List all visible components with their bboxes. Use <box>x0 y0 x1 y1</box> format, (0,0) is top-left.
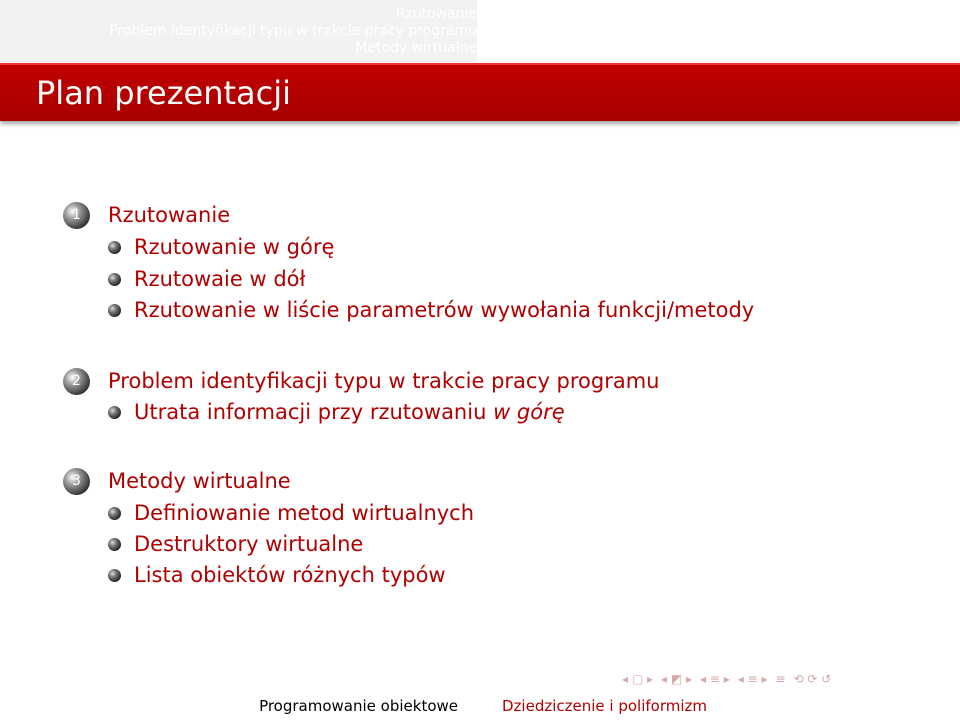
presentation-nav-icon[interactable]: ◂ ≡ ▸ <box>737 672 768 686</box>
section-nav-icon[interactable]: ◂ ≡ ▸ <box>700 672 730 686</box>
search-back-forward-icon[interactable]: ⟲ ⟳ ↺ <box>793 672 832 686</box>
toc-subsection[interactable] <box>108 265 305 293</box>
beamer-navigation-symbols <box>622 669 954 689</box>
subsection-title: Lista obiektów różnych typów <box>134 563 446 587</box>
subsection-nav-icon[interactable]: ◂ ◩ ▸ <box>661 672 693 686</box>
ball-bullet-icon <box>108 241 121 254</box>
subsection-title: Rzutowaie w dół <box>134 267 306 291</box>
appendix-nav-icon[interactable]: ≡ <box>775 672 786 686</box>
toc-section[interactable] <box>63 367 660 395</box>
toc-subsection[interactable] <box>108 398 565 426</box>
toc-subsection[interactable] <box>108 296 754 324</box>
nav-section-link[interactable]: Metody wirtualne <box>355 40 477 56</box>
subsection-title: Utrata informacji przy rzutowaniu w górę <box>134 400 565 424</box>
frame-title: Plan prezentacji <box>36 74 291 112</box>
subsection-title: Definiowanie metod wirtualnych <box>134 501 475 525</box>
ball-bullet-icon <box>108 507 121 520</box>
toc-subsection[interactable] <box>108 233 334 261</box>
toc-section[interactable] <box>63 201 230 229</box>
section-number-ball: 1 <box>63 202 90 229</box>
ball-bullet-icon <box>108 406 121 419</box>
subsection-title: Destruktory wirtualne <box>134 532 364 556</box>
section-title: Problem identyfikacji typu w trakcie pracy programu <box>108 369 660 393</box>
subsection-title: Rzutowanie w liście parametrów wywołania funkcji/metody <box>134 298 755 322</box>
footer <box>0 692 960 720</box>
section-number-ball: 2 <box>63 368 90 395</box>
ball-bullet-icon <box>108 569 121 582</box>
nav-section-link[interactable]: Problem identyfikacji typu w trakcie pracy programu <box>109 23 477 39</box>
toc-section[interactable] <box>63 467 291 495</box>
frame-nav-icon[interactable]: ◂ ▢ ▸ <box>622 672 654 686</box>
subsection-title: Rzutowanie w górę <box>134 235 335 259</box>
ball-bullet-icon <box>108 273 121 286</box>
ball-bullet-icon <box>108 304 121 317</box>
footer-course-title: Programowanie obiektowe <box>0 692 480 720</box>
toc-subsection[interactable] <box>108 561 446 589</box>
section-title: Metody wirtualne <box>108 469 291 493</box>
toc-subsection[interactable] <box>108 499 474 527</box>
section-number-ball: 3 <box>63 468 90 495</box>
emphasis-text: w górę <box>493 400 565 424</box>
ball-bullet-icon <box>108 538 121 551</box>
footer-lecture-title: Dziedziczenie i poliformizm <box>480 692 960 720</box>
toc-subsection[interactable] <box>108 530 363 558</box>
nav-section-link[interactable]: Rzutowanie <box>395 6 477 22</box>
section-title: Rzutowanie <box>108 203 231 227</box>
